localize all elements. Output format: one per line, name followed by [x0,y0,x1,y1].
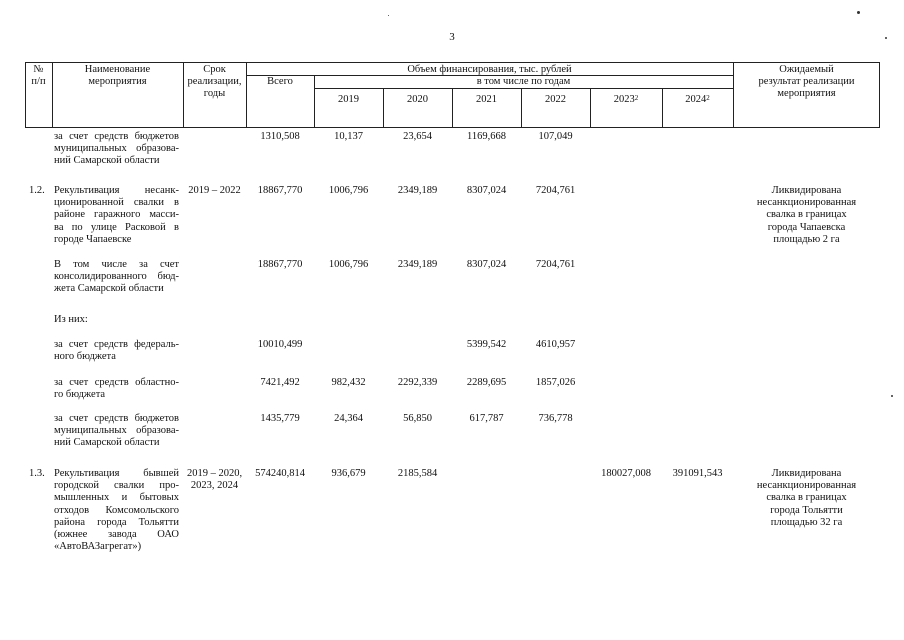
row-result-line: площадью 32 га [770,516,843,528]
header-by-years: в том числе по годам [476,76,571,87]
row-name-line: за счет средств бюджетов [54,413,179,424]
header-funding: Объем финансирования, тыс. рублей [407,64,572,75]
row-value-y2021: 5399,542 [466,339,507,350]
row-name-line: В том числе за счет [54,259,179,270]
header-total: Всего [267,76,293,87]
header-year-2023: 2023$^2$ [613,94,639,105]
row-value-y2019: 24,364 [334,413,363,424]
row-value-y2021: 8307,024 [466,259,507,270]
row-name-line: «АвтоВАЗагрегат») [54,541,142,553]
header-year-2024: 2024$^2$ [685,94,710,105]
row-value-y2019: 982,432 [331,377,366,388]
row-name-line: за счет средств бюджетов [54,131,179,142]
row-term [183,185,246,197]
row-value-y2020: 2292,339 [397,377,438,388]
header-name: Наименование мероприятия [84,64,151,87]
row-value-y2019: 1006,796 [328,259,369,270]
row-name [54,314,179,326]
row-name [54,339,179,363]
row-value-y2020: 2185,584 [397,468,438,479]
row-value-y2019: 1006,796 [328,185,369,196]
row-result-line: Ликвидирована [771,185,842,196]
row-term [183,468,246,492]
header-result: Ожидаемый результат реализации мероприятия [758,64,855,99]
row-result-line: города Тольятти [770,504,843,516]
row-name-line: ного бюджета [54,351,116,363]
row-name-line: ционированной свалки в [54,197,179,209]
scan-speck [388,15,389,16]
row-result-line: несанкционированная [756,197,857,209]
row-name-line: за счет средств областно- [54,377,179,388]
row-value-y2021: 617,787 [469,413,504,424]
row-value-y2024: 391091,543 [672,468,723,479]
row-name-line: (южнее завода ОАО [54,529,179,541]
row-name [54,413,179,450]
row-name-line: консолидированного бюд- [54,271,179,283]
footnote-mark: 2 [706,94,710,102]
row-name [54,468,179,553]
row-result-line: Ликвидирована [771,468,842,479]
row-value-y2020: 2349,189 [397,259,438,270]
row-value-y2023: 180027,008 [601,468,651,479]
row-value-total: 10010,499 [257,339,303,350]
row-value-y2021: 2289,695 [466,377,507,388]
footnote-mark: 2 [634,94,639,102]
row-name-line: района города Тольятти [54,516,179,528]
row-name-line: районе гаражного масси- [54,209,179,221]
row-value-y2020: 2349,189 [397,185,438,196]
row-value-y2022: 7204,761 [535,259,576,270]
header-year-2022: 2022 [545,94,566,105]
row-result-line: площадью 2 га [773,233,840,245]
row-term-line: 2023, 2024 [190,480,239,492]
row-name-line: муниципальных образова- [54,425,179,437]
row-value-y2021: 8307,024 [466,185,507,196]
header-year-2021: 2021 [476,94,497,105]
row-value-y2020: 23,654 [403,131,432,142]
row-value-total: 574240,814 [255,468,305,479]
row-name [54,131,179,168]
row-value-total: 1310,508 [260,131,300,142]
row-name-line: ний Самарской области [54,437,160,449]
row-value-total: 18867,770 [257,185,303,196]
scan-speck [891,395,893,397]
row-value-total: 1435,779 [260,413,300,424]
header-years-rule [314,88,733,89]
row-name [54,185,179,246]
scan-speck [857,11,860,14]
row-value-y2021: 1169,668 [467,131,506,142]
header-year-2019: 2019 [338,94,359,105]
row-value-y2022: 7204,761 [535,185,576,196]
row-name-line: муниципальных образова- [54,143,179,155]
row-value-y2022: 1857,026 [535,377,576,388]
scan-speck [885,37,887,39]
row-name-line: городской свалки про- [54,480,179,492]
row-name-line: ний Самарской области [54,155,160,167]
row-name [54,259,179,296]
row-value-y2022: 107,049 [538,131,573,142]
row-name-line: ва по улице Расковой в [54,221,179,233]
row-value-y2022: 4610,957 [535,339,576,350]
row-name-line: жета Самарской области [54,283,164,295]
row-name-line: Рекультивация бывшей [54,468,179,479]
row-term-line: 2019 – 2020, [186,468,243,479]
row-term-line: 2019 – 2022 [188,185,241,196]
row-result [733,468,880,529]
row-result-line: свалка в границах [766,209,847,221]
row-name-line: го бюджета [54,389,106,401]
row-value-total: 18867,770 [257,259,303,270]
row-name-line: мышленных и бытовых [54,492,179,504]
row-name-line: городе Чапаевске [54,233,132,245]
row-value-y2022: 736,778 [538,413,573,424]
header-number: № п/п [31,64,46,87]
row-number: 1.3. [29,468,45,479]
page-number: 3 [449,31,455,43]
row-result [733,185,880,246]
row-result-line: несанкционированная [756,480,857,492]
row-value-total: 7421,492 [260,377,300,388]
row-name [54,377,179,401]
row-name-line: отходов Комсомольского [54,504,179,516]
header-year-2020: 2020 [407,94,428,105]
row-name-line: за счет средств федераль- [54,339,179,350]
row-value-y2020: 56,850 [403,413,432,424]
row-result-line: свалка в границах [766,492,847,504]
row-name-line: Из них: [54,314,88,325]
row-value-y2019: 10,137 [334,131,363,142]
header-term: Срок реализации, годы [187,64,242,99]
row-value-y2019: 936,679 [331,468,366,479]
row-name-line: Рекультивация несанк- [54,185,179,196]
row-result-line: города Чапаевска [767,221,846,233]
row-number: 1.2. [29,185,45,196]
